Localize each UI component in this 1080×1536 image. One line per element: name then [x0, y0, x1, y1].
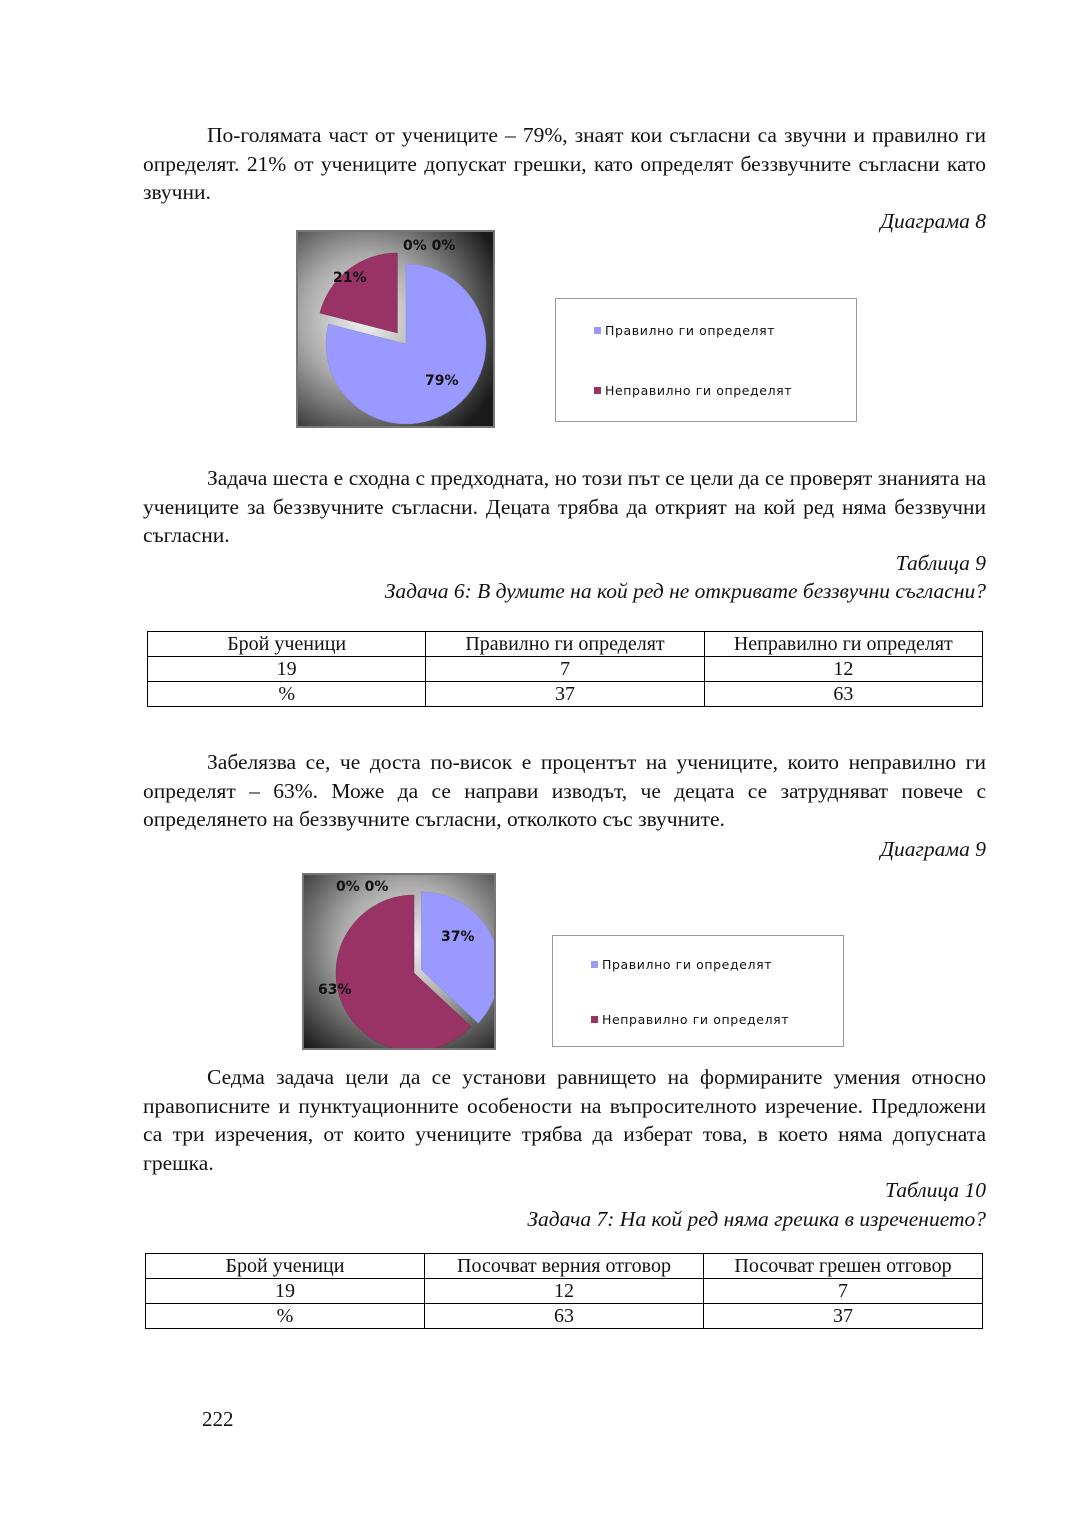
table-cell: % [146, 1304, 425, 1329]
table-header-cell: Брой ученици [148, 632, 426, 657]
legend-item-correct [591, 957, 772, 972]
paragraph-1: По-голямата част от учениците – 79%, знаят кои съгласни са звучни и правилно ги определят. 21% от учениците допускат грешки, като определят беззвучните съгласни като звучни. [143, 123, 986, 204]
table-9 [147, 631, 983, 707]
legend-label: Неправилно ги определят [605, 383, 793, 398]
table-cell: 7 [704, 1279, 983, 1304]
legend-label: Неправилно ги определят [602, 1012, 790, 1027]
legend-swatch-incorrect [591, 1016, 598, 1023]
table-header-cell: Посочват верния отговор [425, 1254, 704, 1279]
legend-chart-9 [552, 935, 844, 1047]
table-header-row [148, 632, 983, 657]
legend-swatch-correct [591, 961, 598, 968]
paragraph-2: Задача шеста е сходна с предходната, но този път се цели да се проверят знанията на учениците за беззвучните съгласни. Децата трябва да открият на кой ред няма беззвучни съгласни. [143, 466, 986, 547]
table-row [146, 1279, 983, 1304]
table-10-caption: Таблица 10 [885, 1178, 986, 1202]
legend-swatch-incorrect [594, 387, 601, 394]
paragraph-4: Седма задача цели да се установи равнището на формираните умения относно правописните и пунктуационните особености на въпросителното изречение. Предложени са три изречения, от които учениците трябва да изберат това, в което няма допусната грешка. [143, 1065, 986, 1175]
slice-label-incorrect: 21% [333, 270, 367, 286]
slice-label-incorrect: 63% [318, 982, 352, 998]
table-10 [145, 1253, 983, 1329]
legend-item-incorrect [594, 383, 792, 398]
table-cell: 12 [425, 1279, 704, 1304]
table-9-title: Задача 6: В думите на кой ред не откривате беззвучни съгласни? [384, 579, 986, 603]
table-cell: 37 [704, 1304, 983, 1329]
table-row [148, 682, 983, 707]
table-cell: 19 [148, 657, 426, 682]
table-cell: 19 [146, 1279, 425, 1304]
slice-label-correct: 37% [441, 929, 475, 945]
table-header-cell: Брой ученици [146, 1254, 425, 1279]
page-number: 222 [202, 1407, 234, 1431]
legend-label: Правилно ги определят [602, 957, 773, 972]
table-9-caption: Таблица 9 [895, 551, 986, 575]
legend-item-correct [594, 323, 775, 338]
table-10-title: Задача 7: На кой ред няма грешка в изречението? [527, 1207, 986, 1231]
table-header-row [146, 1254, 983, 1279]
table-cell: 37 [426, 682, 704, 707]
table-header-cell: Правилно ги определят [426, 632, 704, 657]
legend-swatch-correct [594, 327, 601, 334]
table-cell: 63 [704, 682, 982, 707]
legend-label: Правилно ги определят [605, 323, 776, 338]
legend-item-incorrect [591, 1012, 789, 1027]
slice-label-correct: 79% [425, 373, 459, 389]
table-cell: 12 [704, 657, 982, 682]
table-row [146, 1304, 983, 1329]
legend-chart-8 [555, 298, 857, 422]
table-row [148, 657, 983, 682]
zero-label: 0% 0% [403, 238, 456, 254]
diagram-9-caption: Диаграма 9 [880, 837, 986, 861]
diagram-8-caption: Диаграма 8 [880, 209, 986, 233]
pie-chart-9 [302, 873, 496, 1050]
paragraph-3: Забелязва се, че доста по-висок е процентът на учениците, които неправилно ги определят – 63%. Може да се направи изводът, че децата се затрудняват повече с определянето на беззвучните съгласни, отколкото със звучните. [143, 750, 986, 831]
table-cell: % [148, 682, 426, 707]
zero-label: 0% 0% [336, 879, 389, 895]
pie-chart-8 [296, 230, 495, 428]
table-cell: 7 [426, 657, 704, 682]
table-cell: 63 [425, 1304, 704, 1329]
table-header-cell: Неправилно ги определят [704, 632, 982, 657]
table-header-cell: Посочват грешен отговор [704, 1254, 983, 1279]
